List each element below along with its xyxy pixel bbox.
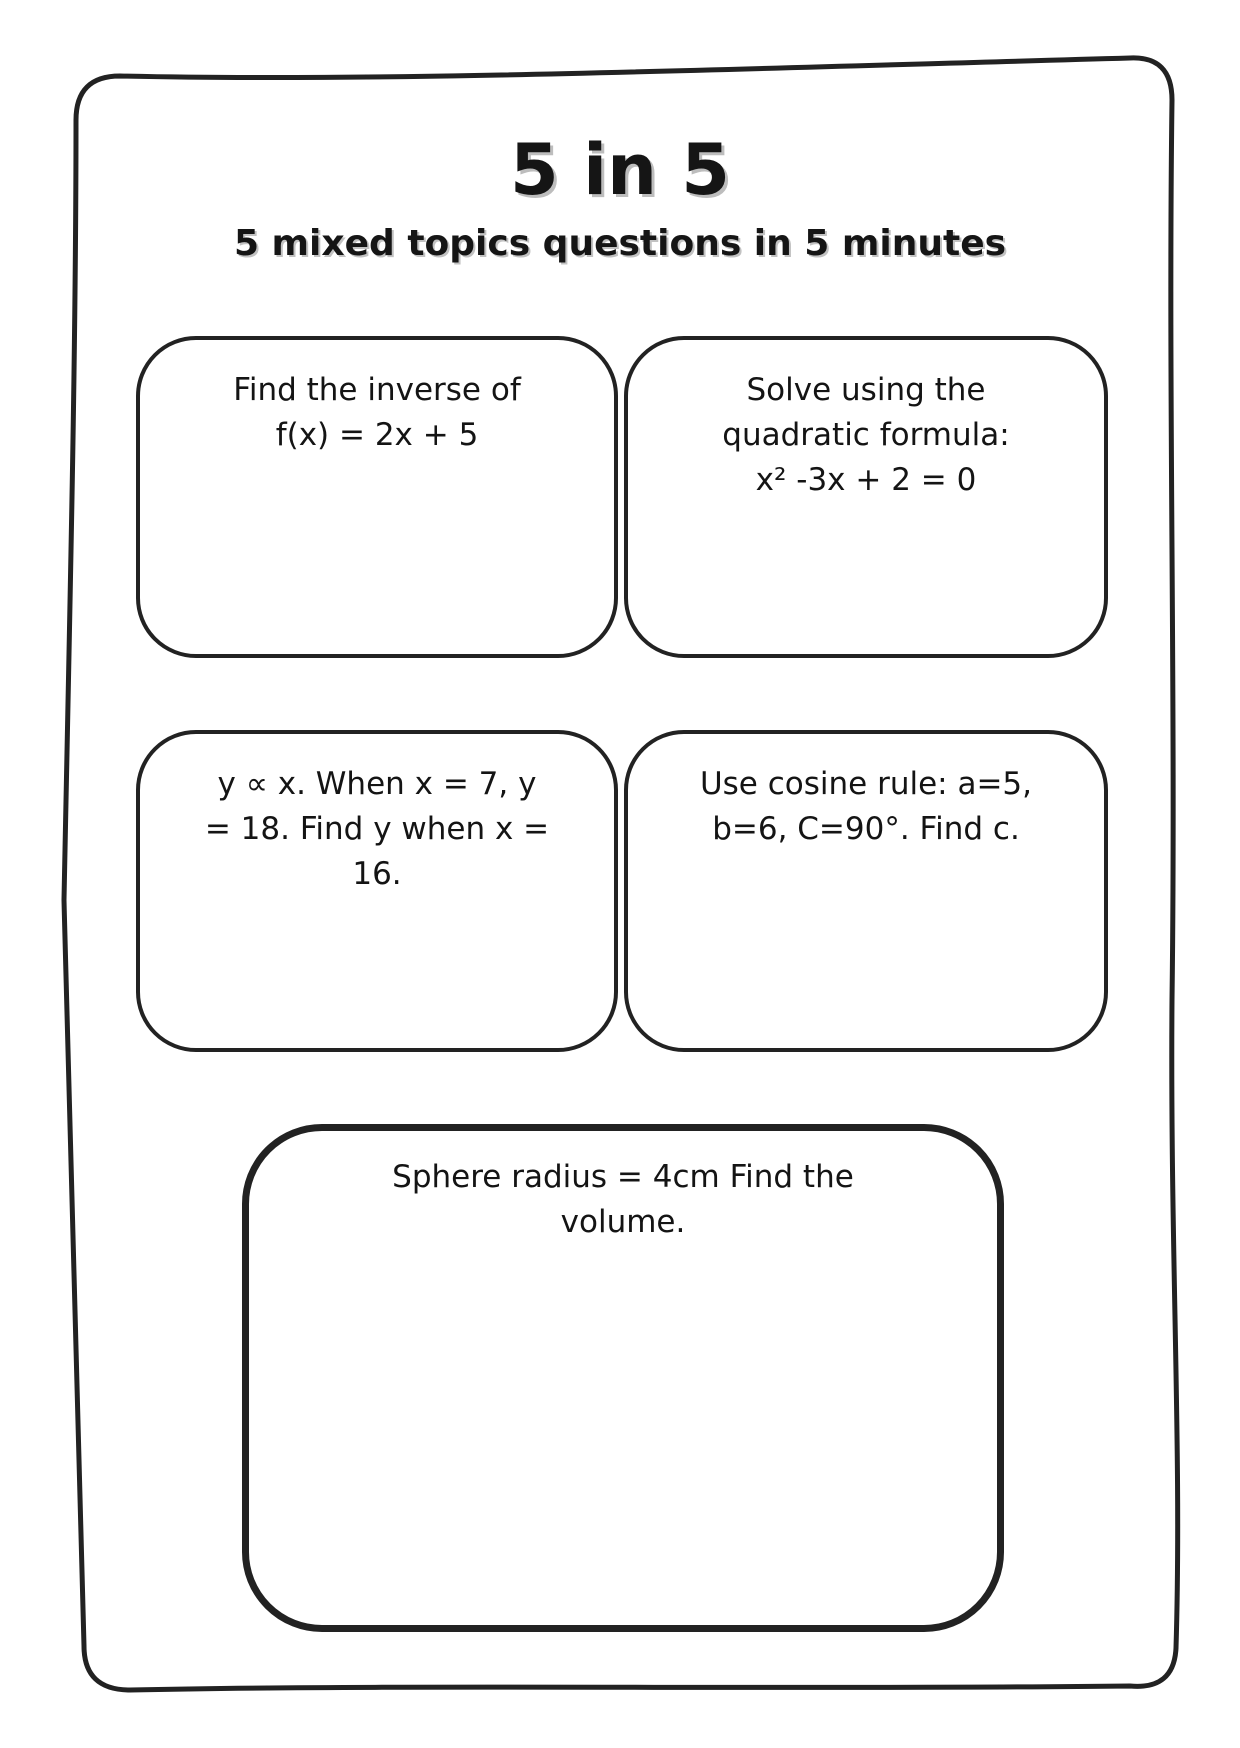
question-text: Find the inverse of f(x) = 2x + 5 (233, 372, 521, 453)
question-card-cosine-rule (624, 730, 1108, 1052)
question-text: Solve using the quadratic formula: x² -3x + 2 = 0 (722, 372, 1010, 498)
worksheet-title: 5 in 5 (510, 129, 730, 211)
question-card-direct-proportion (136, 730, 618, 1052)
question-card-quadratic-formula (624, 336, 1108, 658)
question-text: Sphere radius = 4cm Find the volume. (392, 1159, 854, 1240)
worksheet-subtitle: 5 mixed topics questions in 5 minutes (233, 223, 1007, 264)
question-text: Use cosine rule: a=5, b=6, C=90°. Find c. (699, 766, 1033, 847)
question-card-inverse-function (136, 336, 618, 658)
question-card-sphere-volume (242, 1124, 1004, 1632)
question-text: y ∝ x. When x = 7, y = 18. Find y when x = 16. (204, 766, 550, 892)
